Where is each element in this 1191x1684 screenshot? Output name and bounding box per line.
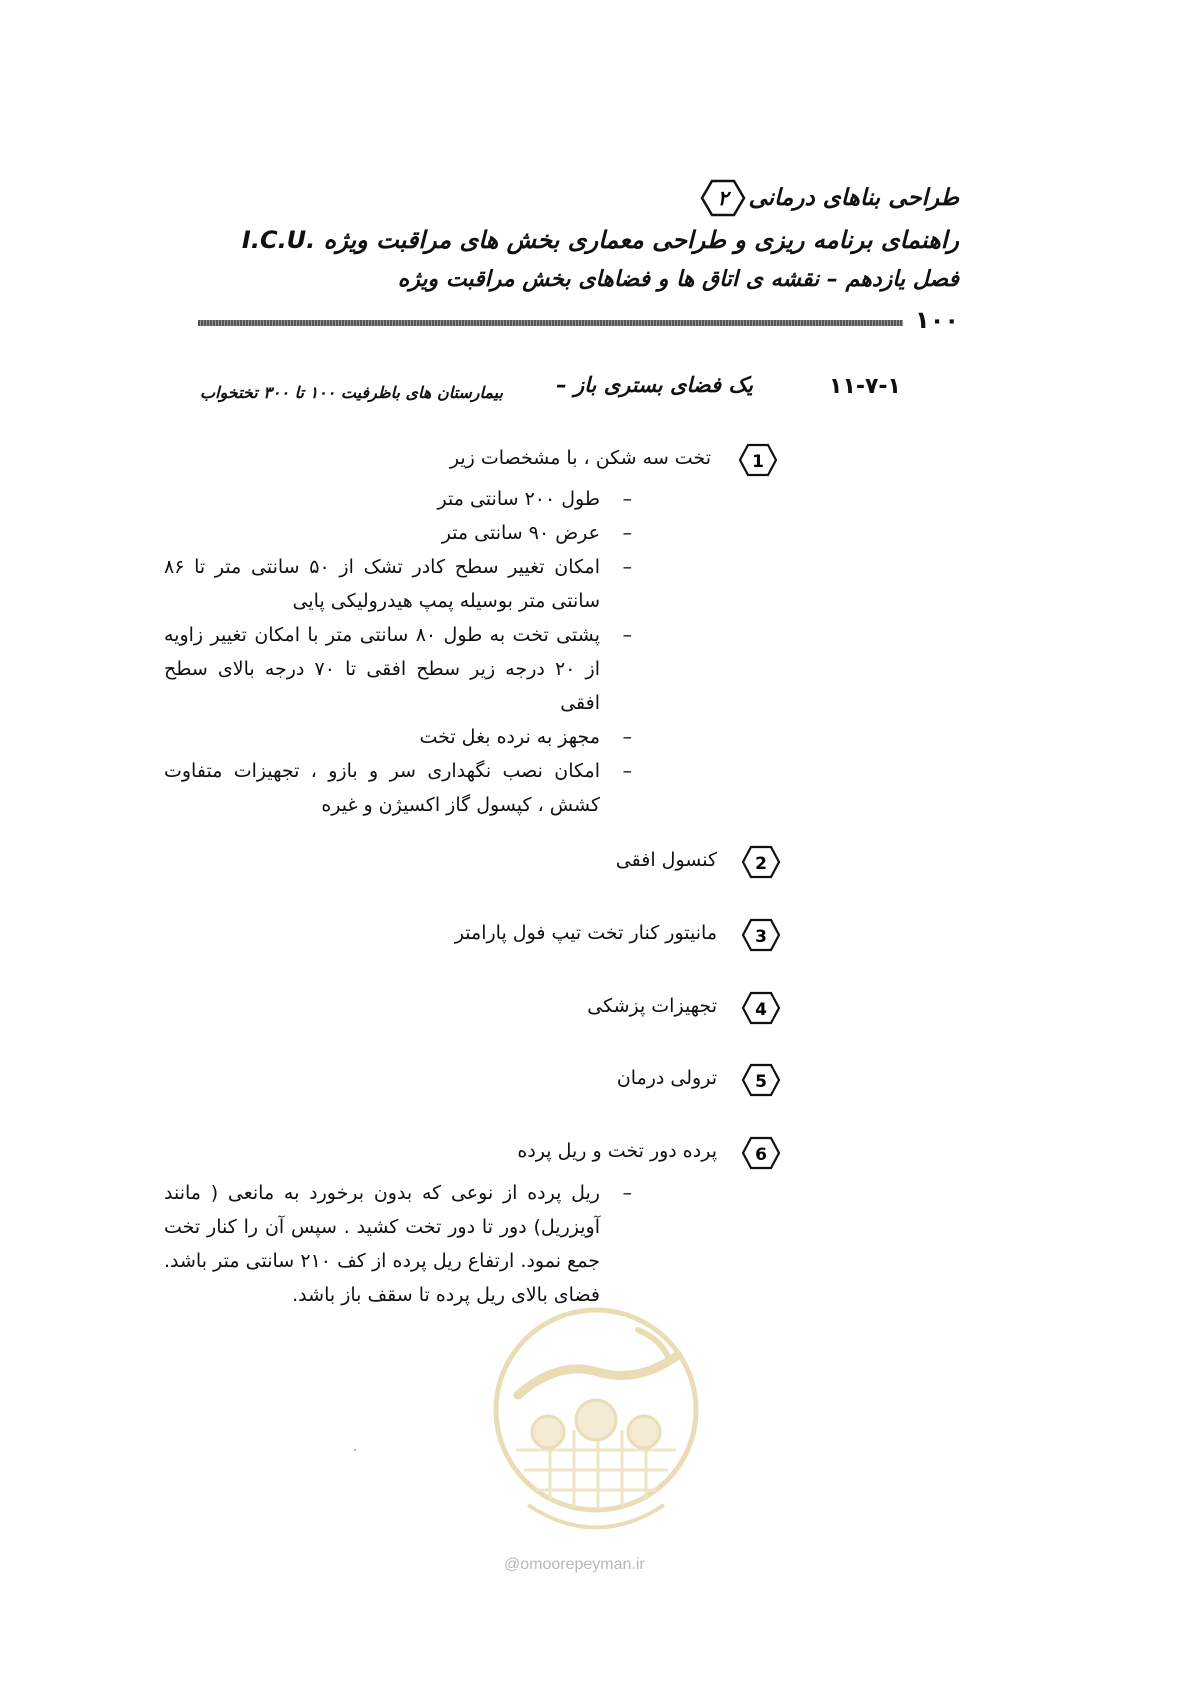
item-3-number-icon (741, 918, 781, 952)
item-1-bullet-3: – امکان تغییر سطح کادر تشک از ۵۰ سانتی متر تا ۸۶ سانتی متر بوسیله پمپ هیدرولیکی پایی (164, 550, 634, 618)
svg-text:2: 2 (755, 854, 767, 874)
item-4-title: تجهیزات پزشکی (587, 995, 717, 1017)
omoorepeyman-watermark-logo (488, 1300, 704, 1560)
item-2-number-icon (741, 845, 781, 879)
series-number-hexagon-icon (700, 178, 746, 218)
item-5-number-icon (741, 1063, 781, 1097)
item-6-title: پرده دور تخت و ریل پرده (517, 1140, 717, 1162)
item-6-bullet-1: – ریل پرده از نوعی که بدون برخورد به مانعی ( مانند آویزریل) دور تا دور تخت کشید . سپس آن را کنار تخت جمع نمود. ارتفاع ریل پرده از کف ۲۱۰ سانتی متر باشد. فضای بالای ریل پرده تا سقف باز باشد. (164, 1176, 634, 1312)
item-1-bullet-4: – پشتی تخت به طول ۸۰ سانتی متر با امکان تغییر زاویه از ۲۰ درجه زیر سطح افقی تا ۷۰ درجه بالای سطح افقی (164, 618, 634, 720)
item-2-title: کنسول افقی (615, 849, 717, 871)
page-number: ۱۰۰ (915, 306, 959, 334)
item-1-bullet-6: – امکان نصب نگهداری سر و بازو ، تجهیزات متفاوت کشش ، کپسول گاز اکسیژن و غیره (164, 754, 634, 822)
item-5-title: ترولی درمان (616, 1067, 717, 1089)
item-4-number-icon (741, 991, 781, 1025)
series-number: ۲ (718, 186, 729, 210)
speck (354, 1449, 356, 1451)
svg-text:5: 5 (755, 1072, 767, 1092)
svg-text:4: 4 (755, 1000, 767, 1020)
item-1-title: تخت سه شکن ، با مشخصات زیر (449, 447, 711, 469)
section-number: ۱۱-۷-۱ (829, 374, 901, 399)
svg-text:1: 1 (752, 452, 764, 472)
item-6-bullets (164, 1176, 634, 1312)
svg-text:6: 6 (755, 1145, 767, 1165)
item-6-number-icon (741, 1136, 781, 1170)
section-subtitle: بیمارستان های باظرفیت ۱۰۰ تا ۳۰۰ تختخواب (200, 383, 503, 402)
book-title-text: طراحی بناهای درمانی (748, 185, 959, 211)
item-3-title: مانیتور کنار تخت تیپ فول پارامتر (454, 922, 717, 944)
header-rule (198, 320, 903, 326)
item-1-number-icon (738, 443, 778, 477)
guide-title: راهنمای برنامه ریزی و طراحی معماری بخش های مراقبت ویژه .I.C.U (241, 226, 959, 254)
watermark-url: @omoorepeyman.ir (504, 1556, 645, 1573)
book-title (700, 178, 959, 218)
item-1-bullet-2: – عرض ۹۰ سانتی متر (164, 516, 634, 550)
item-1-bullet-1: – طول ۲۰۰ سانتی متر (164, 482, 634, 516)
section-title: یک فضای بستری باز – (556, 373, 753, 397)
svg-text:3: 3 (755, 927, 767, 947)
chapter-title: فصل یازدهم – نقشه ی اتاق ها و فضاهای بخش مراقبت ویژه (397, 267, 959, 292)
item-1-bullets (164, 482, 634, 822)
item-1-bullet-5: – مجهز به نرده بغل تخت (164, 720, 634, 754)
